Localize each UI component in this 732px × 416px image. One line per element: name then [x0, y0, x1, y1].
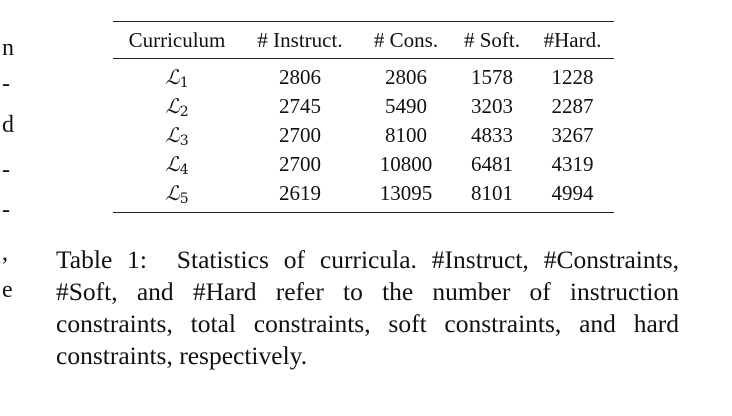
curriculum-index: 1: [179, 74, 189, 91]
table-header-row: [113, 22, 614, 59]
table-row: [113, 92, 614, 121]
instruct-cell: 2700: [279, 123, 321, 147]
table-row: [113, 179, 614, 213]
header-hard: #Hard.: [543, 27, 602, 52]
cons-cell: 10800: [379, 152, 433, 176]
caption-text: Statistics of curricula. #Instruct, #Constraints, #Soft, and #Hard refer to the number of instruction constraints, total constraints, soft constraints, and hard constraints, respectively.: [56, 245, 679, 370]
instruct-cell: 2619: [279, 181, 321, 205]
soft-cell: 8101: [471, 181, 513, 205]
table-row: [113, 121, 614, 150]
statistics-table: [113, 21, 614, 213]
curriculum-cell: [113, 92, 241, 121]
caption-label: Table 1:: [56, 245, 147, 274]
soft-cell: 4833: [471, 123, 513, 147]
curricula-statistics-table: [113, 21, 614, 213]
curriculum-index: 4: [179, 161, 189, 178]
header-curriculum: Curriculum: [128, 27, 226, 52]
curriculum-symbol: ℒ: [165, 93, 180, 118]
soft-cell: 3203: [471, 94, 513, 118]
instruct-cell: 2745: [279, 94, 321, 118]
left-column-fragment: ,: [2, 240, 8, 266]
left-column-fragment: e: [2, 277, 13, 303]
hard-cell: 4994: [551, 181, 594, 205]
curriculum-symbol: ℒ: [165, 64, 180, 89]
curriculum-cell: [113, 179, 241, 213]
soft-cell: 6481: [471, 152, 513, 176]
hard-cell: 3267: [551, 123, 594, 147]
cons-cell: 2806: [385, 65, 427, 89]
hard-cell: 1228: [551, 65, 594, 89]
instruct-cell: 2700: [279, 152, 321, 176]
curriculum-index: 2: [179, 103, 189, 120]
curriculum-cell: [113, 150, 241, 179]
curriculum-cell: [113, 59, 241, 93]
table-row: [113, 150, 614, 179]
table-row: [113, 59, 614, 93]
curriculum-index: 5: [179, 190, 189, 207]
hard-cell: 2287: [551, 94, 594, 118]
instruct-cell: 2806: [279, 65, 321, 89]
curriculum-symbol: ℒ: [165, 151, 180, 176]
cons-cell: 8100: [385, 123, 427, 147]
cons-cell: 13095: [379, 181, 433, 205]
hard-cell: 4319: [551, 152, 594, 176]
header-instruct: # Instruct.: [257, 27, 343, 52]
header-cons: # Cons.: [373, 27, 439, 52]
curriculum-cell: [113, 121, 241, 150]
soft-cell: 1578: [471, 65, 513, 89]
left-column-fragment: -: [2, 71, 10, 97]
curriculum-symbol: ℒ: [165, 122, 180, 147]
cons-cell: 5490: [385, 94, 427, 118]
left-column-fragment: n: [2, 35, 14, 61]
table-caption: [56, 244, 679, 372]
left-column-fragment: d: [2, 112, 14, 138]
curriculum-symbol: ℒ: [165, 180, 180, 205]
header-soft: # Soft.: [463, 27, 520, 52]
left-column-fragment: -: [2, 197, 10, 223]
left-column-fragment: -: [2, 157, 10, 183]
curriculum-index: 3: [179, 132, 189, 149]
